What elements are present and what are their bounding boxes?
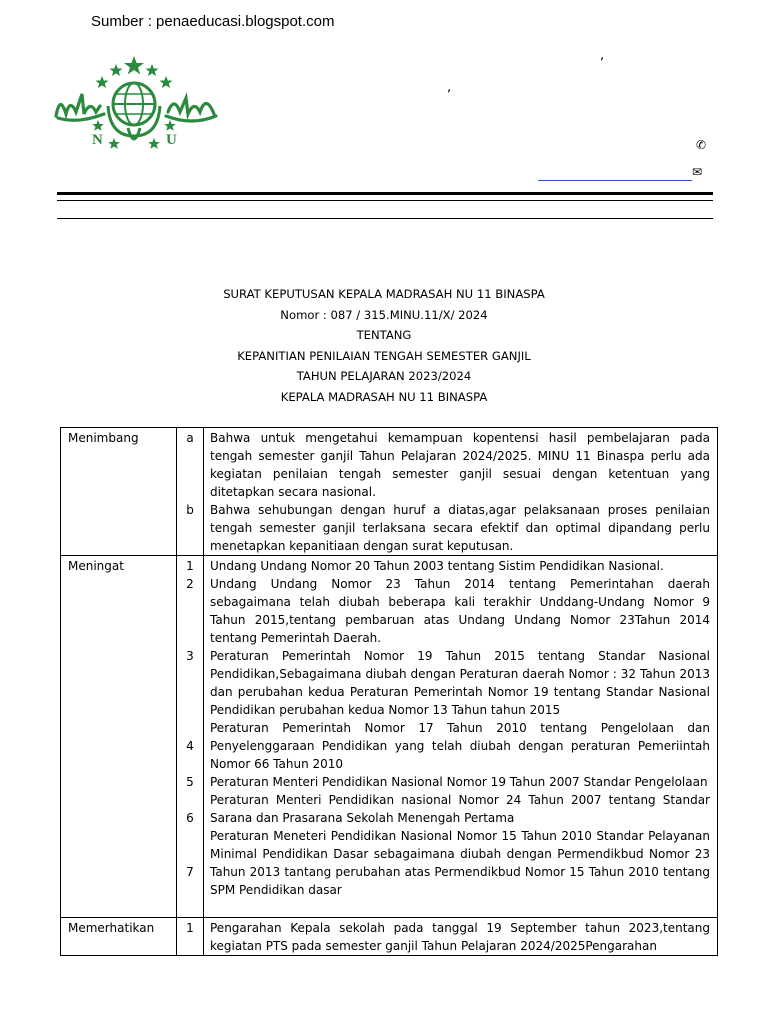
logo-calligraphy-left (56, 94, 104, 120)
logo-rope (108, 106, 160, 136)
table-row-menimbang (61, 428, 718, 556)
letterhead-rule-lower (57, 218, 713, 219)
logo-star (92, 120, 104, 131)
item-number: b (186, 503, 194, 517)
item-number: 4 (186, 739, 194, 753)
mail-icon: ✉ (692, 165, 703, 179)
section-label: Memerhatikan (61, 918, 177, 956)
section-label: Meningat (61, 556, 177, 918)
spacer (210, 899, 710, 917)
stray-comma: , (600, 48, 605, 63)
section-label: Menimbang (61, 428, 177, 556)
list-item: Undang Undang Nomor 20 Tahun 2003 tentang Sistim Pendidikan Nasional. (210, 559, 664, 573)
title-line: KEPALA MADRASAH NU 11 BINASPA (280, 389, 488, 404)
item-number: 1 (177, 918, 204, 956)
source-line: Sumber : penaeducasi.blogspot.com (91, 13, 335, 30)
item-numbers (177, 556, 204, 918)
stray-comma: , (447, 80, 452, 95)
logo-star (164, 120, 176, 131)
item-number: 5 (186, 775, 194, 789)
title-line: KEPANITIAN PENILAIAN TENGAH SEMESTER GANJIL (237, 348, 531, 363)
letterhead-rule-thick (57, 192, 713, 195)
item-number: 1 (186, 559, 194, 573)
logo-calligraphy-right (166, 98, 216, 121)
decision-table (60, 427, 718, 956)
logo-star (108, 138, 120, 149)
item-texts (204, 918, 718, 956)
title-number: Nomor : 087 / 315.MINU.11/X/ 2024 (280, 307, 488, 322)
list-item: Pengarahan Kepala sekolah pada tanggal 19 September tahun 2023,tentang kegiatan PTS pada semester ganjil Tahun Pelajaran 2024/2025Pengarahan (210, 921, 710, 953)
logo-star-top (124, 56, 144, 75)
item-number: 2 (186, 577, 194, 591)
logo-star (146, 64, 159, 76)
phone-icon: ✆ (696, 138, 707, 152)
item-number: a (186, 431, 194, 445)
logo-star (148, 138, 160, 149)
item-number: 3 (186, 649, 194, 663)
list-item: Peraturan Meneteri Pendidikan Nasional Nomor 15 Tahun 2010 Standar Pelayanan Minimal Pendidikan Dasar sebagaimana diubah dengan Permendikbud Nomor 23 Tahun 2013 tantang perubahan atas Permendikbud Nomor 15 Tahun 2010 tentang SPM Pendidikan dasar (210, 829, 710, 897)
item-texts (204, 556, 718, 918)
item-numbers (177, 428, 204, 556)
item-number: 6 (186, 811, 194, 825)
item-number: 7 (186, 865, 194, 879)
list-item: Peraturan Pemerintah Nomor 17 Tahun 2010 tentang Pengelolaan dan Penyelenggaraan Pendidikan yang telah diubah dengan peraturan Pemeriintah Nomor 66 Tahun 2010 (210, 721, 710, 771)
table-row-meningat (61, 556, 718, 918)
list-item: Peraturan Menteri Pendidikan nasional Nomor 24 Tahun 2007 tentang Standar Sarana dan Prasarana Sekolah Menengah Pertama (210, 793, 710, 825)
list-item: Peraturan Menteri Pendidikan Nasional Nomor 19 Tahun 2007 Standar Pengelolaan (210, 775, 708, 789)
item-texts (204, 428, 718, 556)
logo-letter-n: N (92, 132, 103, 148)
logo-star (160, 76, 173, 88)
list-item: Undang Undang Nomor 23 Tahun 2014 tentang Pemerintahan daerah sebagaimana telah diubah beberapa kali terakhir Unddang-Undang Nomor 9 Tahun 2015,tentang pembaruan atas Undang Undang Nomor 23Tahun 2014 tentang Pemerintah Daerah. (210, 577, 710, 645)
email-link-underline[interactable] (538, 180, 692, 181)
list-item: Peraturan Pemerintah Nomor 19 Tahun 2015 tentang Standar Nasional Pendidikan,Sebagaimana diubah dengan Peraturan daerah Nomor : 32 Tahun 2013 dan perubahan kedua Peraturan Pemerintah Nomor 19 tentang Standar Nasional Pendidikan perubahan kedua Nomor 13 Tahun tahun 2015 (210, 649, 710, 717)
document-title-block (0, 284, 768, 408)
list-item: Bahwa untuk mengetahui kemampuan kopentensi hasil pembelajaran pada tengah semester ganjil Tahun Pelajaran 2024/2025. MINU 11 Binaspa perlu ada kegiatan penilaian tengah semester ganjil sesuai dengan ketentuan yang ditetapkan secara nasional. (210, 431, 710, 499)
logo-star (110, 64, 123, 76)
logo-letter-u: U (166, 132, 177, 148)
logo-star (96, 76, 109, 88)
title-line: SURAT KEPUTUSAN KEPALA MADRASAH NU 11 BINASPA (223, 287, 545, 301)
letterhead-rule-thin (57, 200, 713, 201)
table-row-memerhatikan (61, 918, 718, 956)
list-item: Bahwa sehubungan dengan huruf a diatas,agar pelaksanaan proses penilaian tengah semester ganjil terlaksana secara efektif dan optimal dipandang perlu menetapkan kepanitiaan dengan surat keputusan. (210, 503, 710, 553)
title-line: TAHUN PELAJARAN 2023/2024 (296, 369, 472, 384)
nu-logo (54, 54, 218, 156)
title-line: TENTANG (356, 328, 412, 343)
